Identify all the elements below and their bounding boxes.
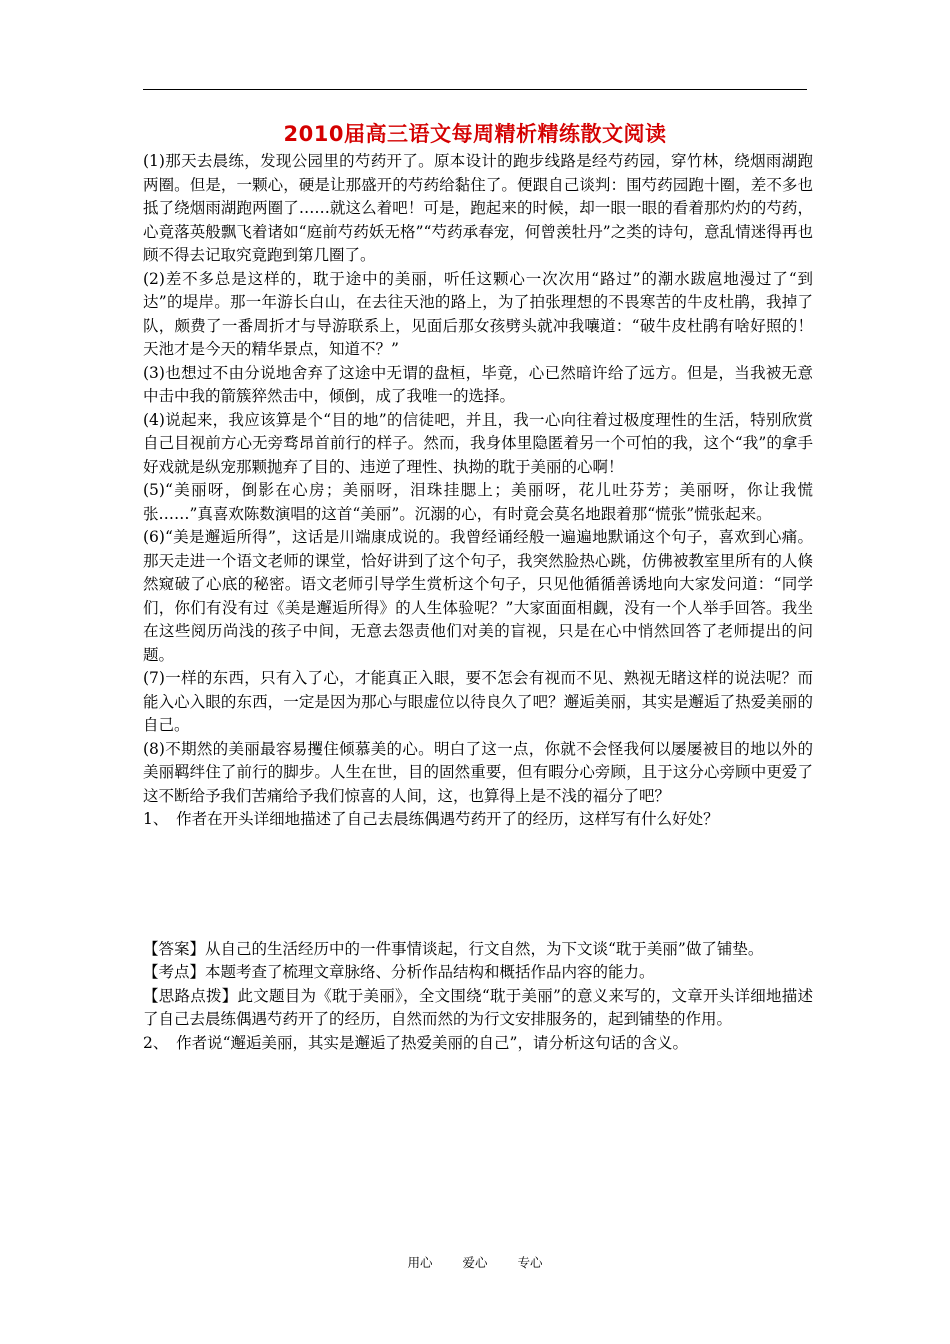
header-rule (143, 89, 807, 90)
paragraph-4: (4)说起来，我应该算是个“目的地”的信徒吧，并且，我一心向往着过极度理性的生活，特别欣赏自己目视前方心无旁骛昂首前行的样子。然而，我身体里隐匿着另一个可怕的我，这个“我”的拿手好戏就是纵宠那颗抛弃了目的、违逆了理性、执拗的耽于美丽的心啊！ (143, 410, 813, 476)
question-2: 2、 作者说“邂逅美丽，其实是邂逅了热爱美丽的自己”，请分析这句话的含义。 (143, 1033, 688, 1052)
solution-hint: 【思路点拨】此文题目为《耽于美丽》，全文围绕“耽于美丽”的意义来写的，文章开头详细地描述了自己去晨练偶遇芍药开了的经历，自然而然的为行文安排服务的，起到铺垫的作用。 (143, 986, 813, 1028)
page-footer (0, 1255, 950, 1271)
answer-space (143, 832, 813, 938)
paragraph-2: (2)差不多总是这样的，耽于途中的美丽，听任这颗心一次次用“路过”的潮水跋扈地漫过了“到达”的堤岸。那一年游长白山，在去往天池的路上，为了拍张理想的不畏寒苦的牛皮杜鹃，我掉了队，颇费了一番周折才与导游联系上，见面后那女孩劈头就冲我嚷道：“破牛皮杜鹃有啥好照的！天池才是今天的精华景点，知道不？” (143, 269, 813, 358)
answer: 【答案】从自己的生活经历中的一件事情谈起，行文自然，为下文谈“耽于美丽”做了铺垫。 (143, 939, 764, 958)
paragraph-5: (5)“美丽呀，倒影在心房；美丽呀，泪珠挂腮上；美丽呀，花儿吐芬芳；美丽呀，你让我慌张……”真喜欢陈数演唱的这首“美丽”。沉溺的心，有时竟会莫名地跟着那“慌张”慌张起来。 (143, 481, 813, 523)
footer-item: 专心 (517, 1255, 543, 1270)
document-body (143, 150, 813, 1055)
paragraph-6: (6)“美是邂逅所得”，这话是川端康成说的。我曾经诵经般一遍遍地默诵这个句子，喜欢到心痛。那天走进一个语文老师的课堂，恰好讲到了这个句子，我突然脸热心跳，仿佛被教室里所有的人倏然窥破了心底的秘密。语文老师引导学生赏析这个句子，只见他循循善诱地向大家发问道：“同学们，你们有没有过《美是邂逅所得》的人生体验呢？”大家面面相觑，没有一个人举手回答。我坐在这些阅历尚浅的孩子中间，无意去怨责他们对美的盲视，只是在心中悄然回答了老师提出的问题。 (143, 528, 813, 664)
footer-item: 爱心 (462, 1255, 488, 1270)
document-title: 2010届高三语文每周精析精练散文阅读 (283, 122, 667, 146)
footer-item: 用心 (407, 1255, 433, 1270)
paragraph-1: (1)那天去晨练，发现公园里的芍药开了。原本设计的跑步线路是经芍药园，穿竹林，绕烟雨湖跑两圈。但是，一颗心，硬是让那盛开的芍药给黏住了。便跟自己谈判：围芍药园跑十圈，差不多也抵了绕烟雨湖跑两圈了……就这么着吧！可是，跑起来的时候，却一眼一眼的看着那灼灼的芍药，心竟落英般飘飞着诸如“庭前芍药妖无格”“芍药承春宠，何曾羡牡丹”之类的诗句，意乱情迷得再也顾不得去记取究竟跑到第几圈了。 (143, 152, 813, 264)
paragraph-8: (8)不期然的美丽最容易攫住倾慕美的心。明白了这一点，你就不会怪我何以屡屡被目的地以外的美丽羁绊住了前行的脚步。人生在世，目的固然重要，但有暇分心旁顾，且于这分心旁顾中更爱了这不断给予我们苦痛给予我们惊喜的人间，这，也算得上是不浅的福分了吧？ (143, 739, 813, 805)
question-1: 1、 作者在开头详细地描述了自己去晨练偶遇芍药开了的经历，这样写有什么好处？ (143, 810, 719, 828)
paragraph-7: (7)一样的东西，只有入了心，才能真正入眼，要不怎会有视而不见、熟视无睹这样的说法呢？而能入心入眼的东西，一定是因为那心与眼虚位以待良久了吧？邂逅美丽，其实是邂逅了热爱美丽的自己。 (143, 669, 813, 734)
paragraph-3: (3)也想过不由分说地舍弃了这途中无谓的盘桓，毕竟，心已然暗许给了远方。但是，当我被无意中击中我的箭簇猝然击中，倾倒，成了我唯一的选择。 (143, 363, 813, 405)
test-point: 【考点】本题考查了梳理文章脉络、分析作品结构和概括作品内容的能力。 (143, 963, 655, 981)
